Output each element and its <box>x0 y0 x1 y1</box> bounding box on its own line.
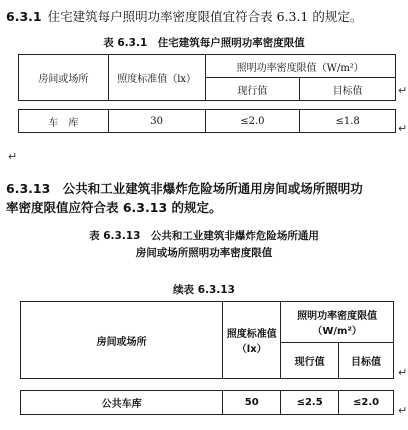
cell-room: 公共车库 <box>21 391 223 415</box>
table-caption-line-1: 表 6.3.13 公共和工业建筑非爆炸危险场所通用 <box>89 230 319 242</box>
clause-6-3-13-line-2: 率密度限值应符合表 6.3.13 的规定。 <box>6 200 222 215</box>
header-target: 目标值 <box>339 343 394 379</box>
cell-target: ≤1.8 <box>300 110 396 133</box>
header-room: 房间或场所 <box>19 55 109 101</box>
clause-text: 住宅建筑每户照明功率密度限值宜符合表 6.3.1 的规定。 <box>47 9 363 24</box>
table-row <box>21 391 394 415</box>
header-lpd-line-1: 照明功率密度限值 <box>297 311 378 322</box>
continued-label: 续表 6.3.13 <box>173 284 235 296</box>
cell-illuminance: 30 <box>108 110 205 133</box>
clause-number: 6.3.1 <box>6 9 42 24</box>
paragraph-mark: ↵ <box>398 84 408 97</box>
paragraph-mark: ↵ <box>8 150 18 163</box>
table-row <box>19 110 396 133</box>
clause-6-3-13-line-1: 6.3.13 公共和工业建筑非爆炸危险场所通用房间或场所照明功 <box>6 181 363 196</box>
lpd-table-residential <box>18 54 396 133</box>
header-illuminance <box>223 302 281 379</box>
table-break <box>19 101 396 110</box>
header-current: 现行值 <box>205 78 300 101</box>
cell-illuminance: 50 <box>223 391 281 415</box>
header-target: 目标值 <box>300 78 396 101</box>
lpd-table-public <box>20 301 394 415</box>
cell-room: 车 库 <box>19 110 109 133</box>
header-illuminance: 照度标准值（lx） <box>108 55 205 101</box>
header-illuminance-line-1: 照度标准值 <box>226 329 277 340</box>
clause-6-3-1 <box>6 9 362 25</box>
paragraph-mark: ↵ <box>398 366 408 379</box>
header-lpd: 照明功率密度限值（W/m²） <box>205 55 396 78</box>
cell-current: ≤2.0 <box>205 110 300 133</box>
cell-current: ≤2.5 <box>281 391 339 415</box>
header-lpd <box>281 302 394 343</box>
header-current: 现行值 <box>281 343 339 379</box>
cell-target: ≤2.0 <box>339 391 394 415</box>
table-break <box>21 379 394 391</box>
header-room: 房间或场所 <box>21 302 223 379</box>
paragraph-mark: ↵ <box>398 404 408 417</box>
table-caption-line-2: 房间或场所照明功率密度限值 <box>135 247 273 259</box>
paragraph-mark: ↵ <box>398 122 408 135</box>
header-lpd-line-2: （W/m²） <box>312 326 362 337</box>
header-illuminance-line-2: （lx） <box>236 344 267 355</box>
table-caption: 表 6.3.1 住宅建筑每户照明功率密度限值 <box>103 37 305 49</box>
